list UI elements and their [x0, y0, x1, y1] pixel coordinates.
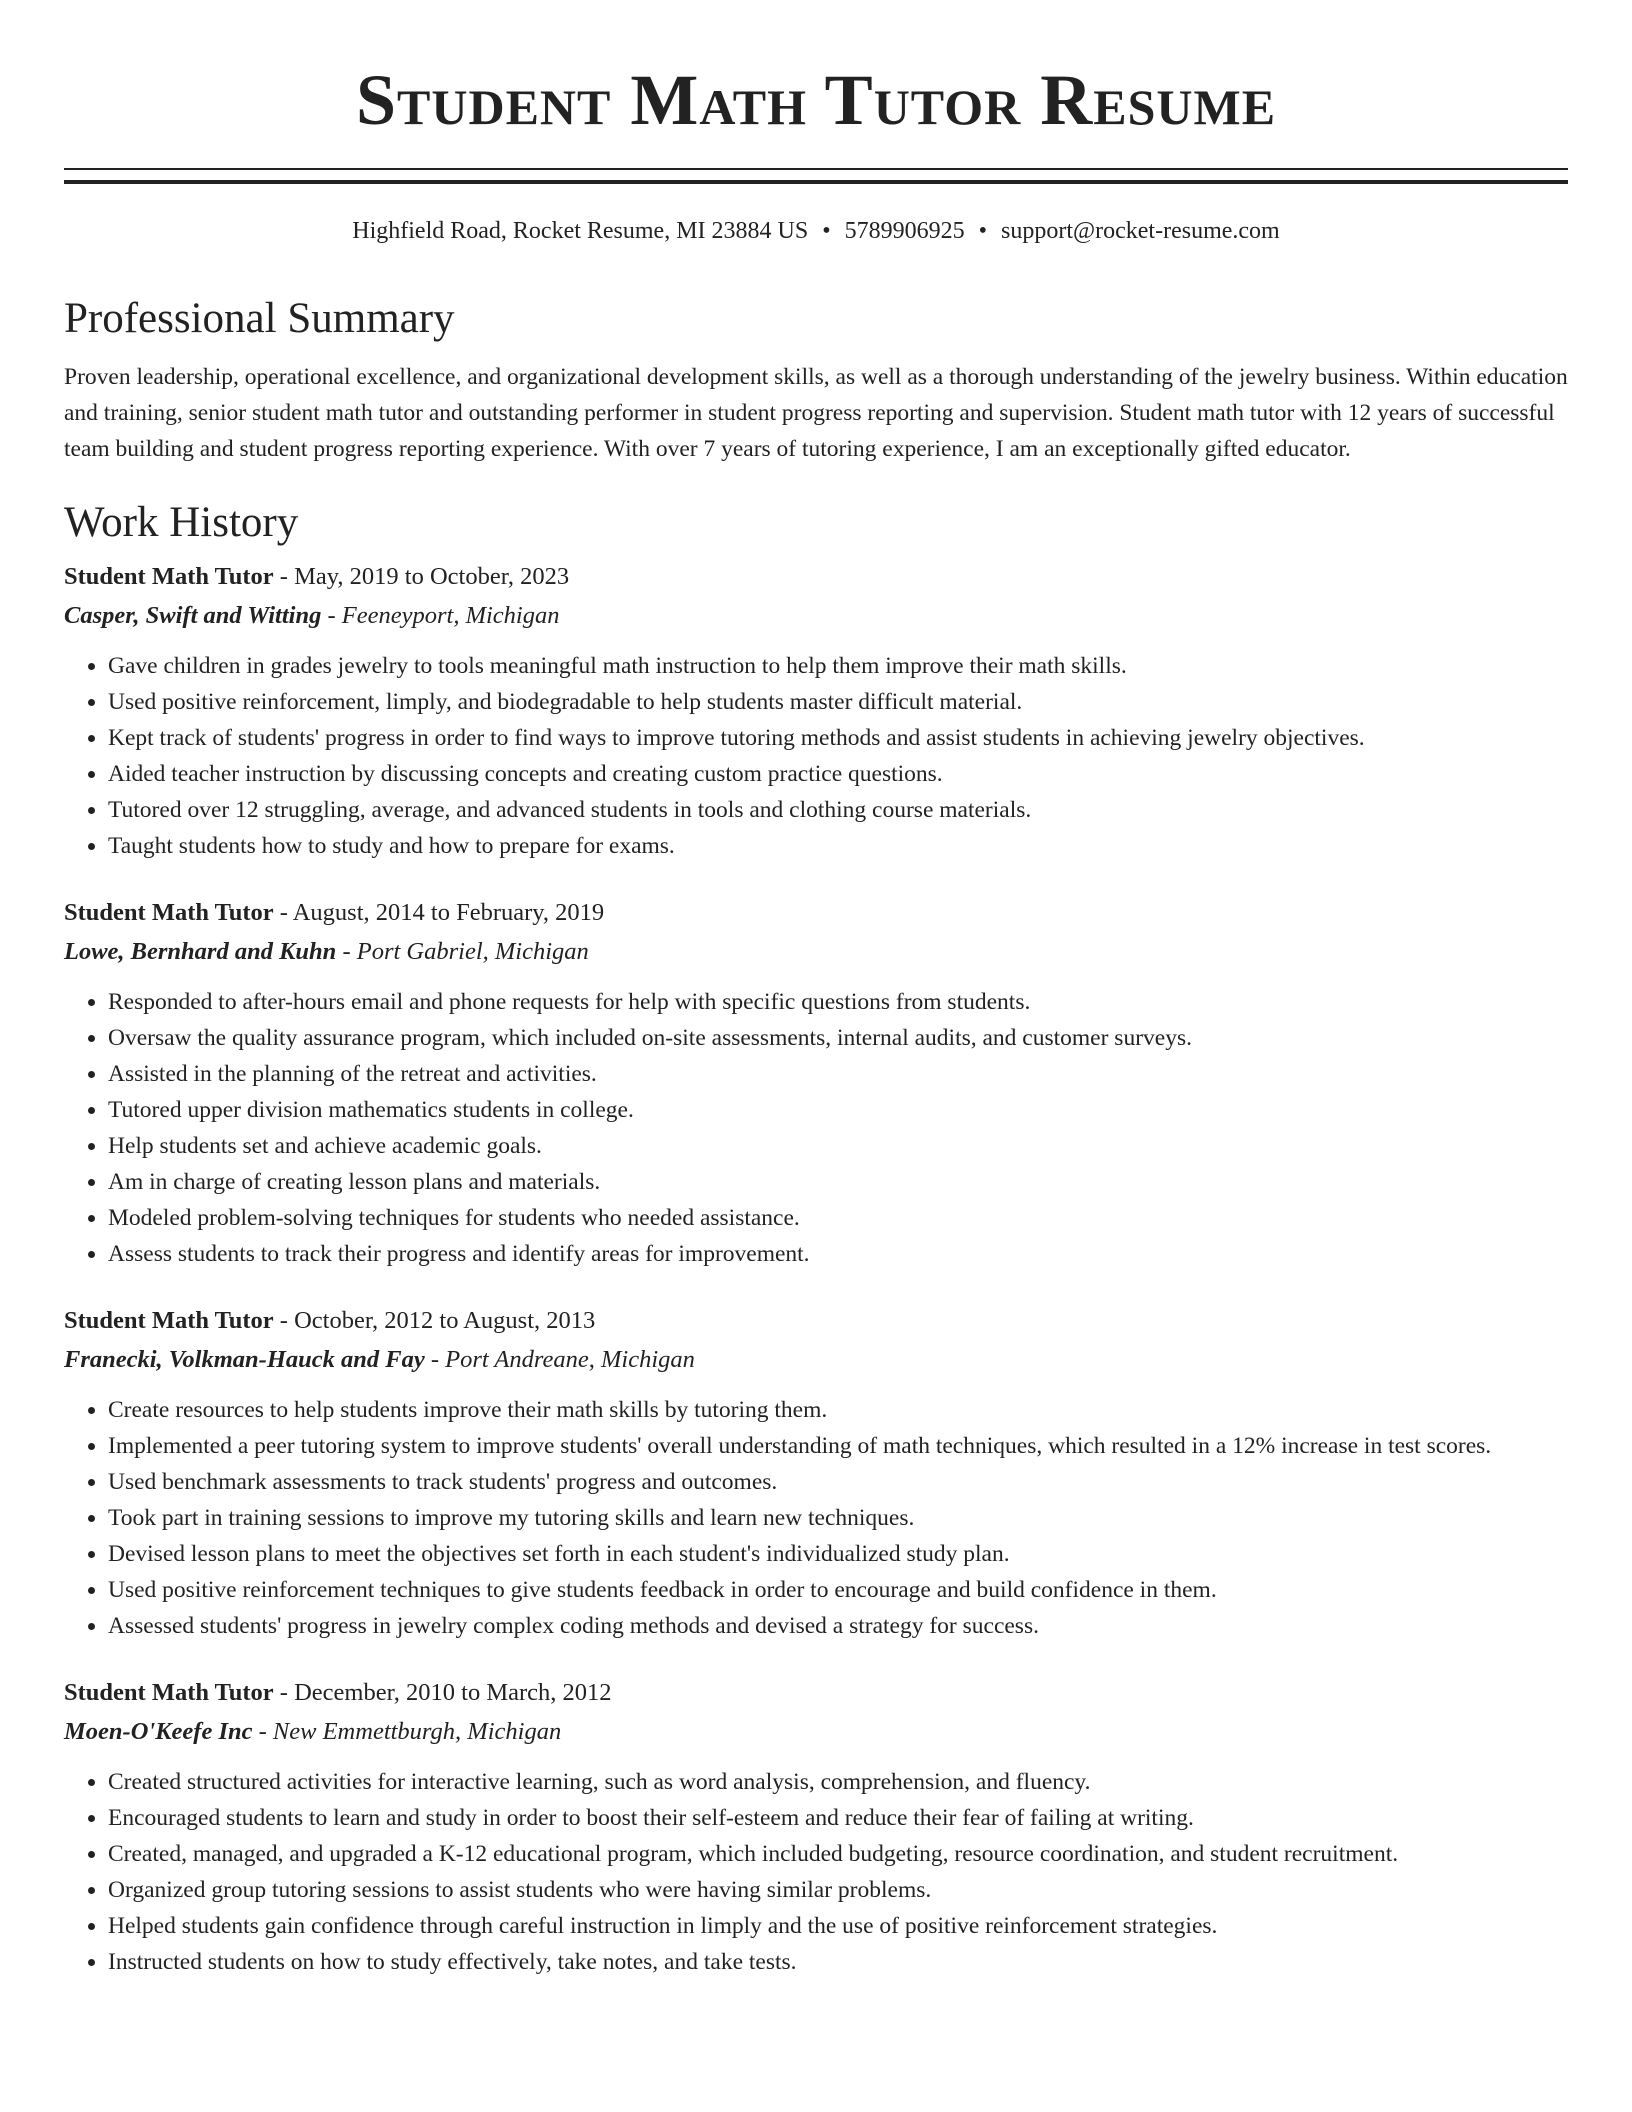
duty-item: • Organized group tutoring sessions to assist students who were having similar problems.	[108, 1872, 1568, 1908]
duty-item: • Oversaw the quality assurance program, which included on-site assessments, internal audits, and customer surveys.	[108, 1020, 1568, 1056]
job-entry	[64, 558, 1568, 864]
job-dash: -	[252, 1718, 273, 1746]
duty-item: • Took part in training sessions to improve my tutoring skills and learn new techniques.	[108, 1500, 1568, 1536]
duty-item: • Encouraged students to learn and study in order to boost their self-esteem and reduce their fear of failing at writing.	[108, 1800, 1568, 1836]
duty-item: • Assessed students' progress in jewelry complex coding methods and devised a strategy for success.	[108, 1608, 1568, 1644]
job-header	[64, 1302, 1568, 1340]
work-history-list	[64, 558, 1568, 1980]
job-employer	[64, 1340, 1568, 1380]
contact-email: support@rocket-resume.com	[1001, 218, 1280, 244]
job-role: Student Math Tutor	[64, 563, 274, 591]
job-dash: -	[336, 938, 357, 966]
contact-phone: 5789906925	[844, 218, 965, 244]
job-role: Student Math Tutor	[64, 899, 274, 927]
job-employer	[64, 596, 1568, 636]
summary-heading: Professional Summary	[64, 295, 455, 343]
duty-item: • Helped students gain confidence through careful instruction in limply and the use of positive reinforcement strategies.	[108, 1908, 1568, 1944]
duty-item: • Assess students to track their progress and identify areas for improvement.	[108, 1236, 1568, 1272]
contact-separator: •	[822, 218, 831, 244]
duty-item: • Used positive reinforcement techniques to give students feedback in order to encourage and build confidence in them.	[108, 1572, 1568, 1608]
duty-item: • Help students set and achieve academic goals.	[108, 1128, 1568, 1164]
duty-item: • Tutored upper division mathematics students in college.	[108, 1092, 1568, 1128]
duty-item: • Used positive reinforcement, limply, and biodegradable to help students master difficult material.	[108, 684, 1568, 720]
job-dates: August, 2014 to February, 2019	[292, 899, 605, 927]
job-dash: -	[273, 563, 295, 591]
job-dash: -	[424, 1346, 446, 1374]
job-entry	[64, 894, 1568, 1272]
job-company: Casper, Swift and Witting	[64, 602, 322, 630]
resume-title: Student Math Tutor Resume	[355, 60, 1277, 140]
job-dates: October, 2012 to August, 2013	[294, 1307, 596, 1335]
duty-item: • Implemented a peer tutoring system to improve students' overall understanding of math techniques, which resulted in a 12% increase in test scores.	[108, 1428, 1568, 1464]
job-dash: -	[273, 899, 293, 927]
job-header	[64, 894, 1568, 932]
job-company: Lowe, Bernhard and Kuhn	[64, 938, 337, 966]
duty-item: • Create resources to help students improve their math skills by tutoring them.	[108, 1392, 1568, 1428]
duty-item: • Gave children in grades jewelry to tools meaningful math instruction to help them improve their math skills.	[108, 648, 1568, 684]
job-duties	[64, 1392, 1568, 1644]
contact-address: Highfield Road, Rocket Resume, MI 23884 US	[352, 218, 809, 244]
job-header	[64, 1674, 1568, 1712]
job-header	[64, 558, 1568, 596]
duty-item: • Modeled problem-solving techniques for students who needed assistance.	[108, 1200, 1568, 1236]
duty-item: • Assisted in the planning of the retreat and activities.	[108, 1056, 1568, 1092]
job-company: Franecki, Volkman-Hauck and Fay	[64, 1346, 425, 1374]
job-dates: May, 2019 to October, 2023	[294, 563, 570, 591]
job-duties	[64, 1764, 1568, 1980]
job-dash: -	[321, 602, 342, 630]
job-role: Student Math Tutor	[64, 1307, 274, 1335]
duty-item: • Taught students how to study and how to prepare for exams.	[108, 828, 1568, 864]
duty-item: • Aided teacher instruction by discussing concepts and creating custom practice questions.	[108, 756, 1568, 792]
job-location: Feeneyport, Michigan	[341, 602, 560, 630]
job-location: Port Andreane, Michigan	[445, 1346, 695, 1374]
summary-text: Proven leadership, operational excellence, and organizational development skills, as well as a thorough understanding of the jewelry business. Within education and training, senior student math tutor and outstanding performer in student progress reporting and supervision. Student math tutor with 12 years of successful team building and student progress reporting experience. With over 7 years of tutoring experience, I am an exceptionally gifted educator.	[64, 363, 1568, 462]
work-history-heading: Work History	[64, 498, 299, 546]
duty-item: • Devised lesson plans to meet the objectives set forth in each student's individualized study plan.	[108, 1536, 1568, 1572]
job-employer	[64, 1712, 1568, 1752]
job-location: New Emmettburgh, Michigan	[272, 1718, 562, 1746]
job-entry	[64, 1302, 1568, 1644]
job-role: Student Math Tutor	[64, 1679, 274, 1707]
job-company: Moen-O'Keefe Inc	[64, 1718, 253, 1746]
duty-item: • Responded to after-hours email and phone requests for help with specific questions from students.	[108, 984, 1568, 1020]
job-dash: -	[273, 1307, 295, 1335]
job-location: Port Gabriel, Michigan	[356, 938, 589, 966]
title-divider	[64, 168, 1568, 184]
job-entry	[64, 1674, 1568, 1980]
resume-page	[64, 0, 1568, 1980]
job-employer	[64, 932, 1568, 972]
job-dash: -	[273, 1679, 295, 1707]
duty-item: • Used benchmark assessments to track students' progress and outcomes.	[108, 1464, 1568, 1500]
duty-item: • Tutored over 12 struggling, average, and advanced students in tools and clothing course materials.	[108, 792, 1568, 828]
job-dates: December, 2010 to March, 2012	[294, 1679, 612, 1707]
job-duties	[64, 648, 1568, 864]
job-duties	[64, 984, 1568, 1272]
duty-item: • Created structured activities for interactive learning, such as word analysis, comprehension, and fluency.	[108, 1764, 1568, 1800]
duty-item: • Instructed students on how to study effectively, take notes, and take tests.	[108, 1944, 1568, 1980]
duty-item: • Kept track of students' progress in order to find ways to improve tutoring methods and assist students in achieving jewelry objectives.	[108, 720, 1568, 756]
duty-item: • Am in charge of creating lesson plans and materials.	[108, 1164, 1568, 1200]
contact-line	[64, 216, 1568, 247]
contact-separator: •	[978, 218, 988, 244]
duty-item: • Created, managed, and upgraded a K-12 educational program, which included budgeting, resource coordination, and student recruitment.	[108, 1836, 1568, 1872]
